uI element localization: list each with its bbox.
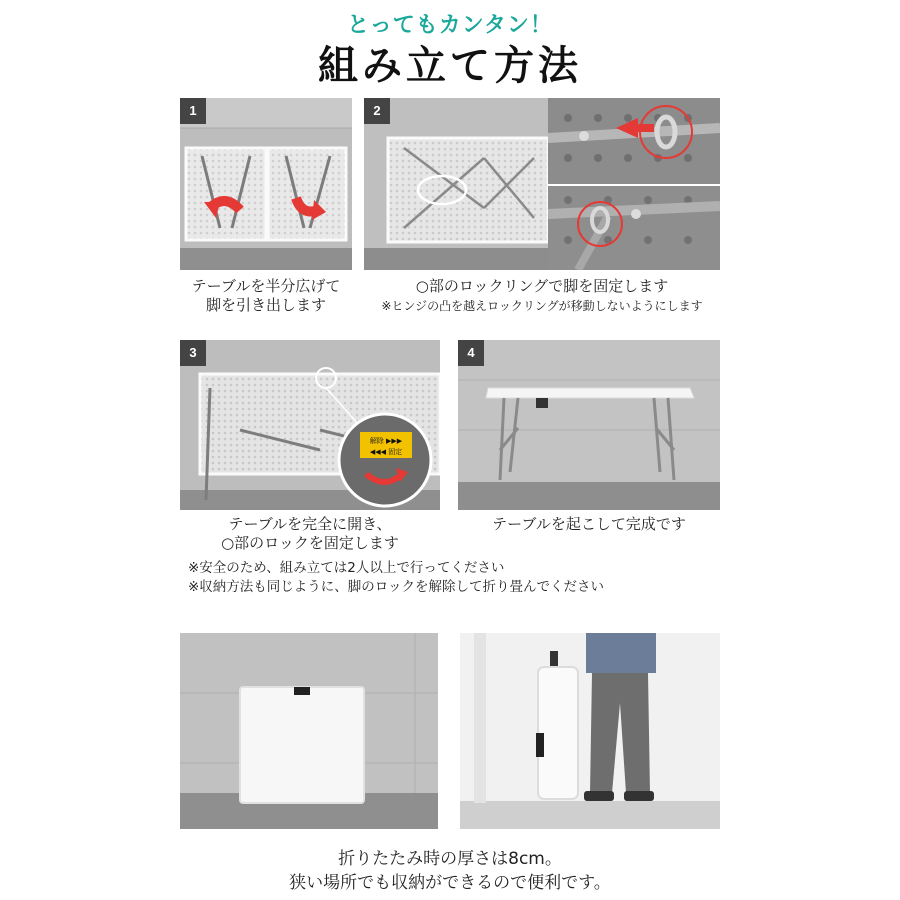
lock-label-fix: ◀◀◀ 固定: [369, 448, 403, 456]
safety-note: ※安全のため、組み立ては2人以上で行ってください: [188, 560, 505, 576]
step-number-badge: 4: [458, 340, 484, 366]
step-number-badge: 1: [180, 98, 206, 124]
step-4-caption: [458, 515, 720, 534]
step-1-caption: [180, 277, 352, 315]
step-4-photo: [458, 340, 720, 510]
step-number-badge: 2: [364, 98, 390, 124]
step-2-note: ※ヒンジの凸を越えロックリングが移動しないようにします: [381, 299, 703, 313]
step-2-photo: [364, 98, 548, 270]
caption-line: ○部のロックを固定します: [221, 534, 399, 552]
caption-line: ○部のロックリングで脚を固定します: [415, 277, 669, 295]
lock-label-release: 解除 ▶▶▶: [369, 437, 403, 445]
caption-line: テーブルを半分広げて: [191, 277, 341, 295]
caption-line: テーブルを完全に開き、: [228, 515, 392, 533]
storage-note: ※収納方法も同じように、脚のロックを解除して折り畳んでください: [188, 579, 605, 595]
caption-line: 脚を引き出します: [205, 296, 326, 314]
caption-line: テーブルを起こして完成です: [492, 515, 686, 533]
step-2-caption: [364, 277, 720, 296]
step-number-badge: 3: [180, 340, 206, 366]
step-2-closeup-top: [548, 98, 720, 184]
step-2-closeup-bottom: [548, 186, 720, 270]
thickness-text: 折りたたみ時の厚さは8cm。: [338, 849, 562, 869]
page-title: 組み立て方法: [318, 43, 582, 89]
storage-benefit-text: 狭い場所でも収納ができるので便利です。: [289, 873, 611, 893]
step-1-photo: [180, 98, 352, 270]
step-3-photo: [180, 340, 440, 510]
carrying-table-photo: [460, 633, 720, 829]
step-3-caption: [180, 515, 440, 553]
subtitle: とってもカンタン！: [347, 13, 553, 38]
folded-table-photo: [180, 633, 438, 829]
